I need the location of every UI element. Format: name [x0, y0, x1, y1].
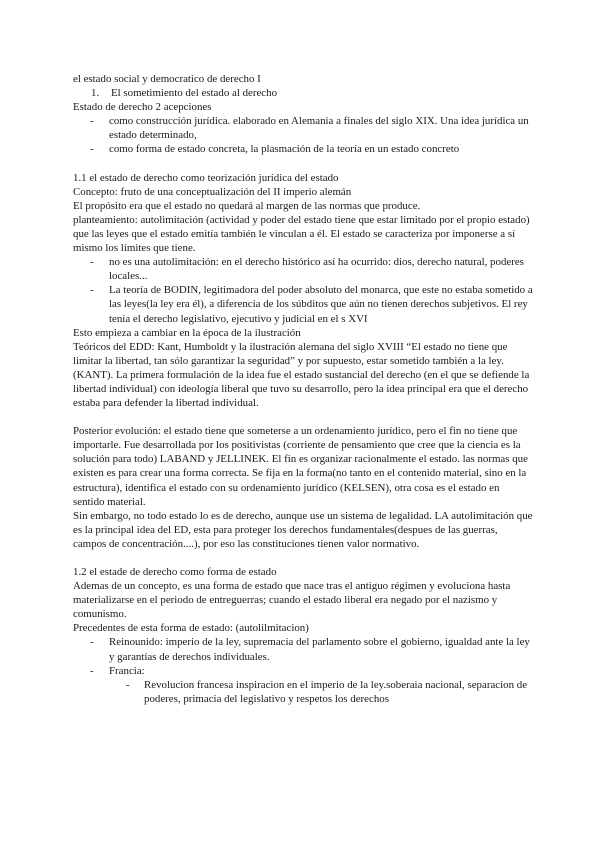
section-heading-1-2: 1.2 el estade de derecho como forma de estado: [73, 566, 277, 578]
paragraph-ademas: Ademas de un concepto, es una forma de estado que nace tras el antiguo régimen y evoluciona hasta materializarse en el periodo de entreguerras; cuando el estado liberal era negado por el nazismo y comunismo.: [73, 580, 511, 621]
list-item: [73, 142, 533, 156]
document-title: el estado social y democratico de derecho I: [73, 73, 261, 85]
list-item-text: Francia:: [109, 664, 145, 677]
list-item-text: no es una autolimitación: en el derecho histórico así ha ocurrido: dios, derecho natural, poderes locales...: [109, 256, 524, 283]
list-number: 1.: [91, 87, 100, 100]
paragraph-posterior: Posterior evolución: el estado tiene que someterse a un ordenamiento jurídico, pero el fin no tiene que importarle. Fue desarrollada por los positivistas (corriente de pensamiento que cree que la ciencia es la solución para todo) LABAND y JELLINEK. El fin es organizar racionalmente el estado. las normas que existen es para crear una forma correcta. Se fija en la forma(no tanto en el contenido material, sino en la estructura), identifica el estado con su ordenamiento jurídico (KELSEN), otra cosa es el estado en sentido material.: [73, 425, 528, 508]
paragraph-planteamiento: planteamiento: autolimitación (actividad y poder del estado tiene que estar limitado por el propio estado) que las leyes que el estado emitía también le vinculan a él. El estado se caracteriza por imponerse a sí mismo los límites que tiene.: [73, 213, 530, 255]
dash-marker: -: [126, 678, 130, 691]
list-item-text: Reinounido: imperio de la ley, supremacia del parlamento sobre el gobierno, igualdad ante la ley y garantías de derechos individuales.: [109, 636, 530, 663]
dash-marker: -: [90, 256, 94, 269]
list-item: [73, 664, 533, 678]
list-item-text: como construcción jurídica. elaborado en Alemania a finales del siglo XIX. Una idea jurídica un estado determinado,: [109, 115, 529, 142]
spacer: [73, 410, 533, 424]
document-body: [73, 72, 533, 706]
dash-marker: -: [90, 143, 94, 156]
list-item: [73, 635, 533, 663]
list-item-text: La teoría de BODIN, legitimadora del poder absoluto del monarca, que este no estaba sometido a las leyes(la ley era él), a diferencia de los súbditos que aún no tienen derechos subjetivos. El rey tenía el derecho legislativo, ejecutivo y judicial en el s XVI: [109, 284, 533, 325]
acepciones-heading: Estado de derecho 2 acepciones: [73, 101, 212, 114]
sub-list-item: [73, 678, 533, 706]
list-item: [73, 114, 533, 142]
dash-marker: -: [90, 664, 94, 677]
list-item-text: como forma de estado concreta, la plasmación de la teoría en un estado concreto: [109, 143, 460, 156]
paragraph-ilustracion: Esto empieza a cambiar en la época de la ilustración: [73, 326, 301, 339]
numbered-item: [73, 86, 533, 100]
sub-list-item-text: Revolucion francesa inspiracion en el imperio de la ley.soberaia nacional, separacion de poderes, primacia del legislativo y respetos los derechos: [144, 678, 528, 705]
paragraph-concepto: Concepto: fruto de una conceptualización del II imperio alemán: [73, 185, 352, 198]
list-item: [73, 283, 533, 325]
dash-marker: -: [90, 636, 94, 649]
section-heading-1-1: 1.1 el estado de derecho como teorización jurídica del estado: [73, 171, 339, 184]
paragraph-precedentes: Precedentes de esta forma de estado: (autolilmitacion): [73, 622, 309, 635]
paragraph-proposito: El propósito era que el estado no quedará al margen de las normas que produce.: [73, 199, 421, 212]
paragraph-sin-embargo: Sin embargo, no todo estado lo es de derecho, aunque use un sistema de legalidad. LA autolimitación que es la principal idea del ED, esta para proteger los derechos fundamentales(despues de las guerras, campos de concentración....), por eso las constituciones tienen valor normativo.: [73, 509, 533, 550]
spacer: [73, 157, 533, 171]
list-item: [73, 255, 533, 283]
dash-marker: -: [90, 115, 94, 128]
paragraph-teoricos: Teóricos del EDD: Kant, Humboldt y la ilustración alemana del siglo XVIII “El estado no tiene que limitar la libertad, tan sólo garantizar la seguridad” y por supuesto, estar sometido también a la ley. (KANT). La primera formulación de la idea fue el estado sustancial del derecho (en el que se defiende la libertad individual) con ideología liberal que tuvo su desarrollo, pero la idea principal era que el derecho estaba para defender la libertad individual.: [73, 340, 530, 410]
numbered-item-text: El sometimiento del estado al derecho: [111, 87, 278, 100]
dash-marker: -: [90, 284, 94, 297]
spacer: [73, 551, 533, 565]
